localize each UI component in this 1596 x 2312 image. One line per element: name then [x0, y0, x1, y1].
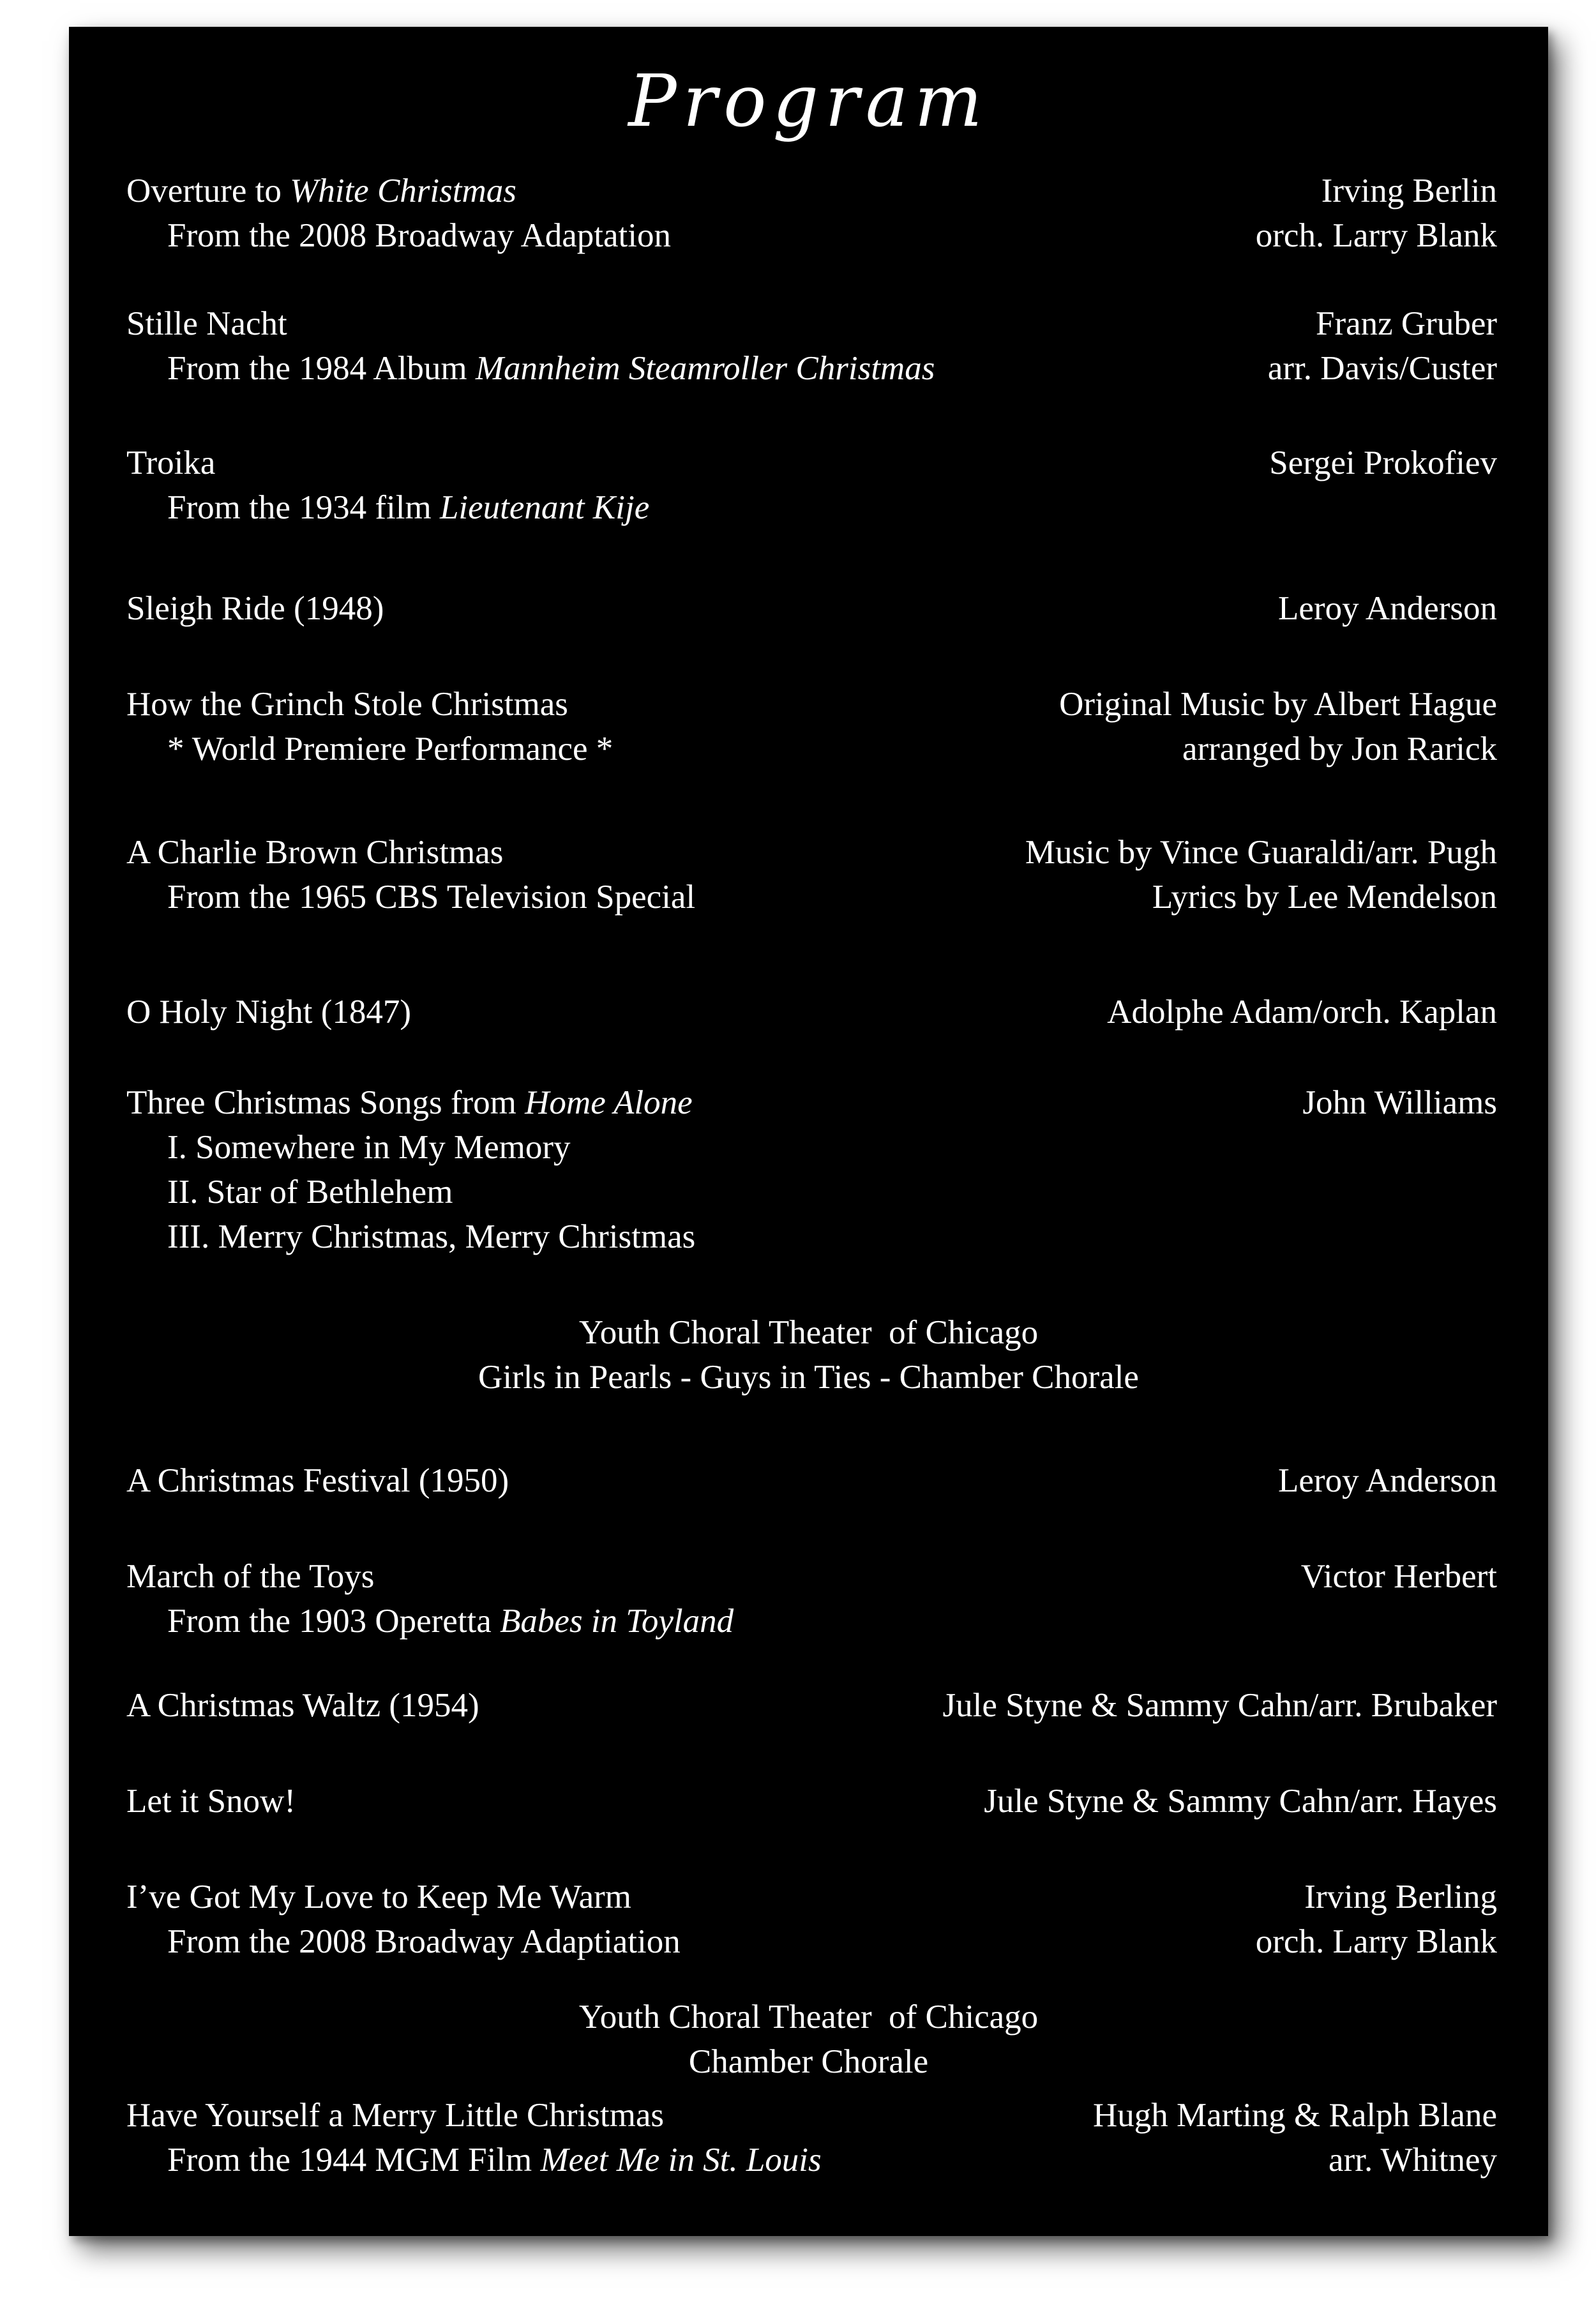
- piece-title: Troika: [126, 444, 216, 481]
- piece-title: A Charlie Brown Christmas: [126, 834, 504, 871]
- composer: Music by Vince Guaraldi/arr. Pugh: [1025, 834, 1497, 871]
- movement: III. Merry Christmas, Merry Christmas: [167, 1218, 696, 1255]
- composer: Hugh Marting & Ralph Blane: [1093, 2097, 1497, 2134]
- piece-title: Three Christmas Songs from Home Alone: [126, 1084, 693, 1121]
- piece-subtitle: From the 1984 Album Mannheim Steamroller Christmas: [167, 350, 935, 387]
- piece-title: How the Grinch Stole Christmas: [126, 686, 568, 723]
- piece-title: O Holy Night (1847): [126, 994, 412, 1031]
- composer: John Williams: [1302, 1084, 1497, 1121]
- piece-subtitle: From the 1934 film Lieutenant Kije: [167, 489, 650, 526]
- piece-subtitle: From the 1965 CBS Television Special: [167, 879, 696, 916]
- arranger: arr. Davis/Custer: [1267, 350, 1497, 387]
- program-page: [69, 27, 1548, 2236]
- arranger: orch. Larry Blank: [1255, 217, 1497, 254]
- arranger: arr. Whitney: [1329, 2142, 1497, 2179]
- piece-subtitle: From the 1944 MGM Film Meet Me in St. Louis: [167, 2142, 822, 2179]
- composer: Original Music by Albert Hague: [1059, 686, 1497, 723]
- movement: I. Somewhere in My Memory: [167, 1129, 571, 1166]
- performer-name: Youth Choral Theater of Chicago: [578, 1314, 1039, 1351]
- composer: Leroy Anderson: [1278, 590, 1497, 627]
- piece-title: A Christmas Festival (1950): [126, 1462, 509, 1499]
- piece-title: Overture to White Christmas: [126, 172, 516, 209]
- composer: Adolphe Adam/orch. Kaplan: [1107, 994, 1497, 1031]
- composer: Jule Styne & Sammy Cahn/arr. Hayes: [984, 1783, 1497, 1820]
- piece-title: Sleigh Ride (1948): [126, 590, 384, 627]
- piece-title: Let it Snow!: [126, 1783, 296, 1820]
- composer: Irving Berlin: [1321, 172, 1497, 209]
- piece-title: Have Yourself a Merry Little Christmas: [126, 2097, 664, 2134]
- composer: Victor Herbert: [1300, 1558, 1497, 1595]
- lyricist: Lyrics by Lee Mendelson: [1152, 879, 1497, 916]
- composer: Franz Gruber: [1315, 305, 1497, 342]
- arranger: orch. Larry Blank: [1255, 1923, 1497, 1960]
- performer-groups: Girls in Pearls - Guys in Ties - Chamber Chorale: [478, 1359, 1139, 1396]
- arranger: arranged by Jon Rarick: [1182, 730, 1497, 767]
- performer-name: Youth Choral Theater of Chicago: [578, 1998, 1039, 2036]
- movement: II. Star of Bethlehem: [167, 1174, 453, 1211]
- piece-title: Stille Nacht: [126, 305, 287, 342]
- performer-credit: [69, 1995, 1548, 2084]
- piece-title: March of the Toys: [126, 1558, 375, 1595]
- piece-subtitle: * World Premiere Performance *: [167, 730, 614, 767]
- performer-groups: Chamber Chorale: [688, 2043, 929, 2080]
- piece-subtitle: From the 2008 Broadway Adaptation: [167, 217, 671, 254]
- piece-subtitle: From the 1903 Operetta Babes in Toyland: [167, 1603, 734, 1640]
- piece-title: I’ve Got My Love to Keep Me Warm: [126, 1878, 632, 1915]
- composer: Sergei Prokofiev: [1269, 444, 1497, 481]
- composer: Leroy Anderson: [1278, 1462, 1497, 1499]
- performer-credit: [69, 1310, 1548, 1400]
- composer: Jule Styne & Sammy Cahn/arr. Brubaker: [942, 1687, 1497, 1724]
- piece-title: A Christmas Waltz (1954): [126, 1687, 479, 1724]
- composer: Irving Berling: [1304, 1878, 1497, 1915]
- page-title: Program: [628, 60, 989, 143]
- piece-subtitle: From the 2008 Broadway Adaptiation: [167, 1923, 681, 1960]
